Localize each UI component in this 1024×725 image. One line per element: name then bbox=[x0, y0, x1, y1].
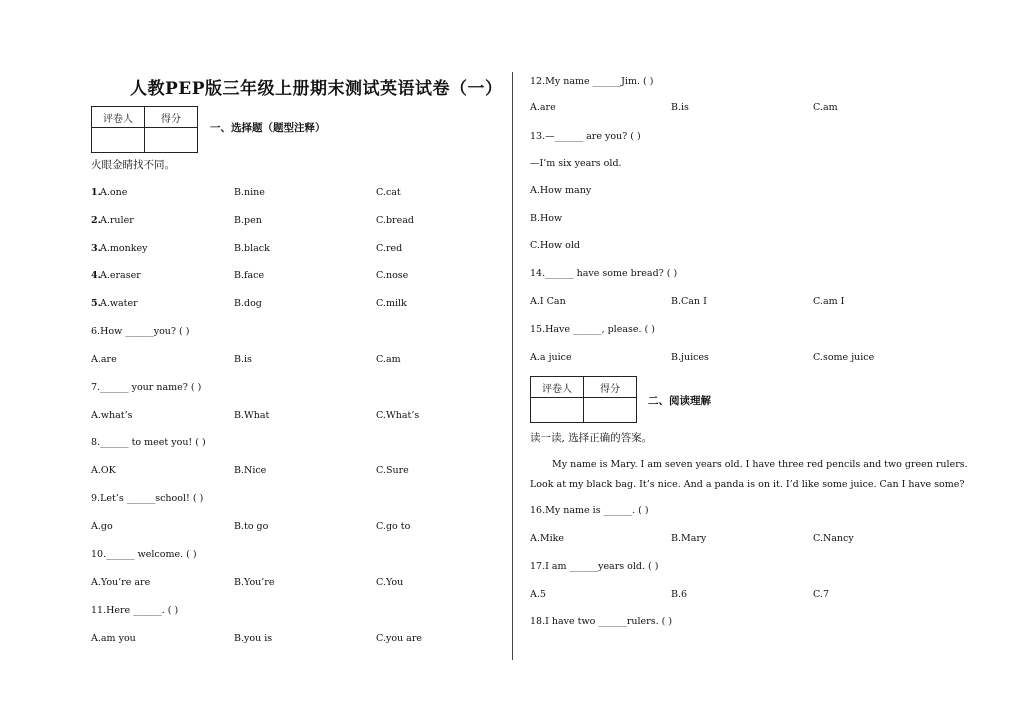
q17-option-c: C.7 bbox=[813, 589, 829, 600]
q8-option-c: C.Sure bbox=[376, 465, 409, 476]
q1-option-c: C.cat bbox=[376, 187, 401, 198]
q3-option-c: C.red bbox=[376, 243, 403, 254]
q16-option-b: B.Mary bbox=[671, 533, 707, 544]
q11-option-c: C.you are bbox=[376, 633, 423, 644]
section2-heading: 二、阅读理解 bbox=[648, 395, 711, 407]
q9-option-b: B.to go bbox=[234, 521, 269, 532]
q10-option-a: A.You’re are bbox=[91, 577, 151, 588]
q14-option-a: A.I Can bbox=[530, 296, 566, 307]
q5-option-b: B.dog bbox=[234, 298, 262, 309]
q13-option-b: B.How bbox=[530, 213, 563, 224]
q15-option-a: A.a juice bbox=[530, 352, 572, 363]
q3-option-b: B.black bbox=[234, 243, 270, 254]
q6-option-c: C.am bbox=[376, 354, 401, 365]
q3-num: 3. bbox=[91, 243, 101, 254]
q8-option-a: A.OK bbox=[91, 465, 116, 476]
score-cell bbox=[584, 398, 637, 423]
q3-option-a: A.monkey bbox=[100, 243, 148, 254]
score-table-1 bbox=[91, 106, 198, 153]
q12-stem: 12.My name ______Jim. ( ) bbox=[530, 76, 654, 87]
grader-label: 评卷人 bbox=[531, 377, 584, 398]
q13-stem: 13.—______ are you? ( ) bbox=[530, 131, 641, 142]
q16-stem: 16.My name is ______. ( ) bbox=[530, 505, 649, 516]
q10-option-b: B.You’re bbox=[234, 577, 275, 588]
q10-stem: 10.______ welcome. ( ) bbox=[91, 549, 197, 560]
q2-option-a: A.ruler bbox=[100, 215, 134, 226]
q1-option-a: A.one bbox=[100, 187, 128, 198]
q9-option-a: A.go bbox=[91, 521, 113, 532]
q5-option-a: A.water bbox=[100, 298, 138, 309]
q17-option-b: B.6 bbox=[671, 589, 688, 600]
q4-option-a: A.eraser bbox=[100, 270, 141, 281]
q15-stem: 15.Have ______, please. ( ) bbox=[530, 324, 655, 335]
q16-option-c: C.Nancy bbox=[813, 533, 854, 544]
q7-option-c: C.What’s bbox=[376, 410, 420, 421]
q15-option-b: B.juices bbox=[671, 352, 709, 363]
q8-option-b: B.Nice bbox=[234, 465, 267, 476]
q6-option-b: B.is bbox=[234, 354, 252, 365]
section2-instruction: 读一读, 选择正确的答案。 bbox=[530, 432, 653, 444]
q14-option-b: B.Can I bbox=[671, 296, 707, 307]
q5-num: 5. bbox=[91, 298, 101, 309]
q1-option-b: B.nine bbox=[234, 187, 265, 198]
passage-line-1: My name is Mary. I am seven years old. I have three red pencils and two green rulers. bbox=[552, 459, 968, 470]
q11-option-a: A.am you bbox=[91, 633, 136, 644]
passage-line-2: Look at my black bag. It’s nice. And a panda is on it. I’d like some juice. Can I have some? bbox=[530, 479, 965, 490]
q4-num: 4. bbox=[91, 270, 101, 281]
q4-option-c: C.nose bbox=[376, 270, 409, 281]
q12-option-a: A.are bbox=[530, 102, 556, 113]
q9-option-c: C.go to bbox=[376, 521, 411, 532]
q1-num: 1. bbox=[91, 187, 101, 198]
q16-option-a: A.Mike bbox=[530, 533, 565, 544]
q18-stem: 18.I have two ______rulers. ( ) bbox=[530, 616, 673, 627]
q12-option-b: B.is bbox=[671, 102, 689, 113]
q7-option-b: B.What bbox=[234, 410, 270, 421]
section1-heading: 一、选择题（题型注释） bbox=[210, 122, 326, 134]
grader-label: 评卷人 bbox=[92, 107, 145, 128]
q9-stem: 9.Let’s ______school! ( ) bbox=[91, 493, 204, 504]
q14-stem: 14.______ have some bread? ( ) bbox=[530, 268, 678, 279]
score-label: 得分 bbox=[145, 107, 198, 128]
q7-stem: 7.______ your name? ( ) bbox=[91, 382, 202, 393]
q13-option-c: C.How old bbox=[530, 240, 580, 251]
q13-reply: —I’m six years old. bbox=[530, 158, 622, 169]
column-divider bbox=[512, 72, 513, 660]
q12-option-c: C.am bbox=[813, 102, 838, 113]
q11-option-b: B.you is bbox=[234, 633, 273, 644]
q5-option-c: C.milk bbox=[376, 298, 407, 309]
score-label: 得分 bbox=[584, 377, 637, 398]
section1-instruction: 火眼金睛找不同。 bbox=[91, 159, 175, 171]
q7-option-a: A.what’s bbox=[91, 410, 133, 421]
q17-stem: 17.I am ______years old. ( ) bbox=[530, 561, 659, 572]
q2-option-b: B.pen bbox=[234, 215, 262, 226]
q13-option-a: A.How many bbox=[530, 185, 592, 196]
score-table-2 bbox=[530, 376, 637, 423]
q8-stem: 8.______ to meet you! ( ) bbox=[91, 437, 206, 448]
page-title: 人教PEP版三年级上册期末测试英语试卷（一） bbox=[130, 79, 503, 99]
q4-option-b: B.face bbox=[234, 270, 265, 281]
score-cell bbox=[145, 128, 198, 153]
q11-stem: 11.Here ______. ( ) bbox=[91, 605, 179, 616]
q15-option-c: C.some juice bbox=[813, 352, 875, 363]
q6-option-a: A.are bbox=[91, 354, 117, 365]
q10-option-c: C.You bbox=[376, 577, 404, 588]
grader-cell bbox=[531, 398, 584, 423]
q2-num: 2. bbox=[91, 215, 101, 226]
grader-cell bbox=[92, 128, 145, 153]
q6-stem: 6.How ______you? ( ) bbox=[91, 326, 190, 337]
q14-option-c: C.am I bbox=[813, 296, 845, 307]
q2-option-c: C.bread bbox=[376, 215, 414, 226]
q17-option-a: A.5 bbox=[530, 589, 546, 600]
